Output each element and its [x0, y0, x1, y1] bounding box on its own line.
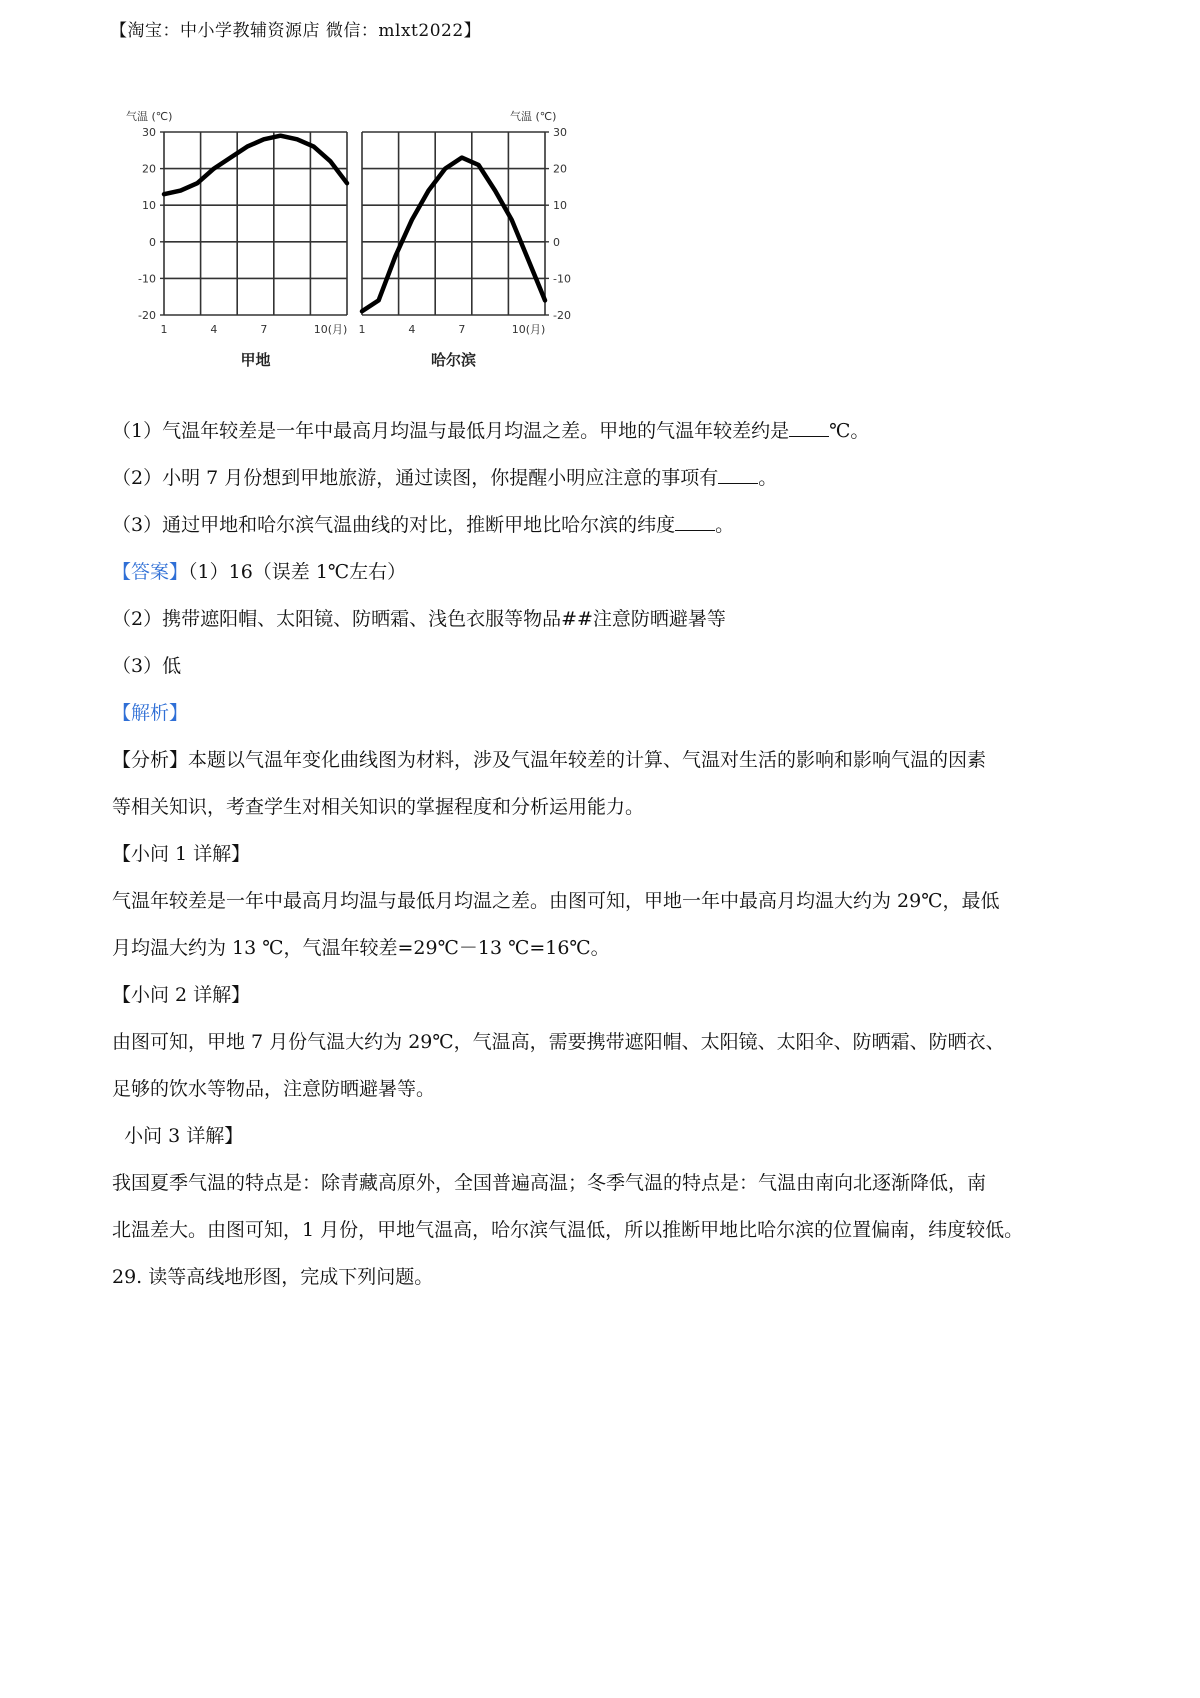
y-tick-label: -10 [553, 272, 571, 286]
x-tick-label: 10(月) [511, 323, 546, 336]
y-tick-label: 0 [553, 235, 560, 249]
x-tick-label: 10(月) [313, 323, 348, 336]
sub-question-2-line-1: 由图可知，甲地 7 月份气温大约为 29℃，气温高，需要携带遮阳帽、太阳镜、太阳伞、防晒霜、防晒衣、 [112, 1031, 1005, 1053]
answer-blank-3 [675, 512, 715, 531]
temperature-curve [362, 158, 545, 312]
question-1-text: （1）气温年较差是一年中最高月均温与最低月均温之差。甲地的气温年较差约是 [112, 420, 790, 442]
temperature-curve [164, 136, 347, 195]
y-tick-label: -10 [138, 272, 156, 286]
answer-tag: 【答案】 [112, 561, 189, 583]
sub-question-3-line-2: 北温差大。由图可知，1 月份，甲地气温高，哈尔滨气温低，所以推断甲地比哈尔滨的位置偏南，纬度较低。 [112, 1219, 1024, 1241]
answer-1: （1）16（误差 1℃左右） [188, 561, 407, 583]
y-tick-label: 0 [149, 235, 156, 249]
analysis-tag: 【解析】 [112, 702, 189, 724]
y-tick-label: 10 [142, 199, 156, 213]
question-1 [112, 408, 1102, 455]
question-2-text: （2）小明 7 月份想到甲地旅游，通过读图，你提醒小明应注意的事项有 [112, 467, 719, 489]
temperature-charts-svg [112, 110, 652, 410]
sub-question-1-title: 【小问 1 详解】 [112, 843, 251, 865]
question-body [112, 408, 1102, 1301]
x-tick-label: 1 [160, 323, 168, 336]
question-3 [112, 502, 1102, 549]
answer-blank-2 [718, 465, 758, 484]
temperature-charts-figure [112, 110, 652, 410]
y-tick-label: -20 [553, 309, 571, 322]
analysis-fenxi-line-2: 等相关知识，考查学生对相关知识的掌握程度和分析运用能力。 [112, 796, 645, 818]
sub-question-1-line-1: 气温年较差是一年中最高月均温与最低月均温之差。由图可知，甲地一年中最高月均温大约为 29℃，最低 [112, 890, 1000, 912]
chart-title: 甲地 [240, 351, 271, 369]
question-1-unit: ℃。 [829, 420, 870, 442]
sub-question-3-line-1: 我国夏季气温的特点是：除青藏高原外，全国普遍高温；冬季气温的特点是：气温由南向北逐渐降低，南 [112, 1172, 987, 1194]
y-tick-label: 20 [553, 162, 567, 176]
sub-question-2-title: 【小问 2 详解】 [112, 984, 251, 1006]
answer-3: （3）低 [112, 655, 182, 677]
question-2 [112, 455, 1102, 502]
next-question-29: 29. 读等高线地形图，完成下列问题。 [112, 1266, 434, 1288]
y-tick-label: 30 [142, 126, 156, 139]
question-3-text: （3）通过甲地和哈尔滨气温曲线的对比，推断甲地比哈尔滨的纬度 [112, 514, 676, 536]
sub-question-3-title: 小问 3 详解】 [112, 1125, 244, 1147]
x-tick-label: 7 [260, 323, 268, 336]
y-axis-label: 气温 (℃) [510, 110, 557, 123]
x-tick-label: 7 [458, 323, 466, 336]
sub-question-2-line-2: 足够的饮水等物品，注意防晒避暑等。 [112, 1078, 436, 1100]
answer-2: （2）携带遮阳帽、太阳镜、防晒霜、浅色衣服等物品##注意防晒避暑等 [112, 608, 726, 630]
y-tick-label: 10 [553, 199, 567, 213]
question-3-end: 。 [715, 514, 735, 536]
x-tick-label: 1 [358, 323, 366, 336]
chart-1 [126, 110, 347, 369]
y-tick-label: -20 [138, 309, 156, 322]
y-tick-label: 30 [553, 126, 567, 139]
y-axis-label: 气温 (℃) [126, 110, 173, 123]
question-2-end: 。 [758, 467, 778, 489]
chart-title: 哈尔滨 [430, 351, 477, 369]
analysis-fenxi-line-1: 【分析】本题以气温年变化曲线图为材料，涉及气温年较差的计算、气温对生活的影响和影响气温的因素 [112, 749, 987, 771]
answer-line-1 [112, 549, 1102, 596]
page-header: 【淘宝：中小学教辅资源店 微信：mlxt2022】 [110, 21, 482, 41]
chart-2 [359, 110, 571, 369]
x-tick-label: 4 [210, 323, 218, 336]
sub-question-1-line-2: 月均温大约为 13 ℃，气温年较差=29℃－13 ℃=16℃。 [112, 937, 610, 959]
y-tick-label: 20 [142, 162, 156, 176]
x-tick-label: 4 [408, 323, 416, 336]
answer-blank-1 [789, 418, 829, 437]
